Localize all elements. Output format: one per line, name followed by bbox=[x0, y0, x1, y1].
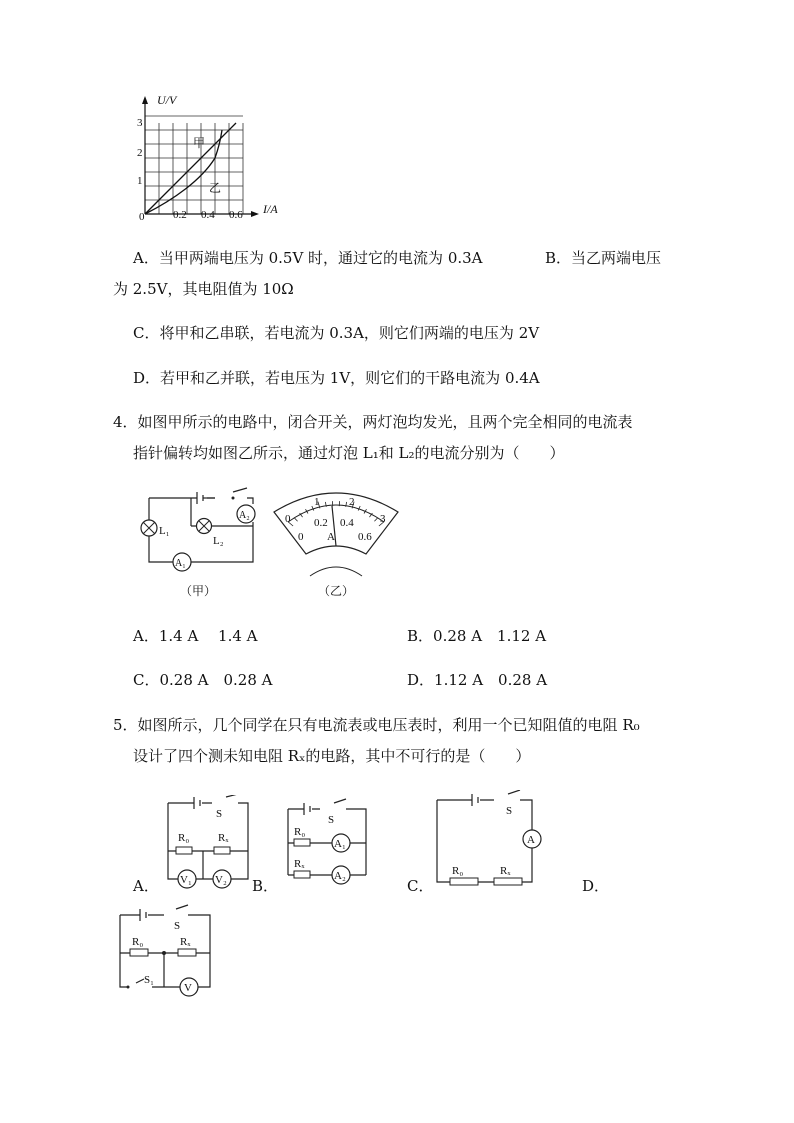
q3-option-d: D．若甲和乙并联，若电压为 1V，则它们的干路电流为 0.4A bbox=[133, 369, 540, 387]
q5-circuit-c bbox=[432, 790, 547, 890]
label-a: A bbox=[527, 834, 535, 846]
curve-label-jia: 甲 bbox=[193, 136, 206, 150]
label-l1: L₁ bbox=[159, 525, 170, 537]
q3-option-a: A．当甲两端电压为 0.5V 时，通过它的电流为 0.3A bbox=[133, 249, 483, 267]
q4-stem-line2: 指针偏转均如图乙所示，通过灯泡 L₁和 L₂的电流分别为（ ） bbox=[133, 444, 565, 462]
q4-option-c: C．0.28 A 0.28 A bbox=[133, 671, 273, 689]
y-tick-label: 2 bbox=[137, 147, 143, 159]
label-rx: Rₓ bbox=[294, 858, 305, 870]
x-tick-label: 0.6 bbox=[229, 209, 243, 221]
q5-option-a: A． bbox=[133, 877, 159, 895]
q5-option-d: D． bbox=[582, 877, 610, 895]
label-r0: R₀ bbox=[452, 865, 464, 877]
dial-top-tick: 3 bbox=[380, 513, 386, 525]
junction-dot bbox=[162, 951, 166, 955]
q4-option-a: A．1.4 A 1.4 A bbox=[133, 627, 258, 645]
q5-option-c: C． bbox=[407, 877, 434, 895]
label-s: S bbox=[506, 805, 513, 817]
dial-top-tick: 0 bbox=[285, 513, 291, 525]
dial-bottom-tick: 0.6 bbox=[358, 531, 372, 543]
label-a2: A₂ bbox=[239, 510, 250, 521]
resistor-r0 bbox=[450, 878, 478, 885]
label-r0: R₀ bbox=[132, 936, 144, 948]
label-v: V bbox=[184, 982, 192, 994]
y-tick-label: 3 bbox=[137, 117, 143, 129]
caption-yi: （乙） bbox=[318, 584, 355, 598]
q5-stem-line2: 设计了四个测未知电阻 Rₓ的电路，其中不可行的是（ ） bbox=[133, 747, 531, 765]
origin-label: 0 bbox=[139, 211, 145, 223]
resistor-rx bbox=[494, 878, 522, 885]
label-a2: A₂ bbox=[334, 870, 346, 882]
label-v2: V₂ bbox=[215, 874, 227, 886]
dial-bottom-tick: 0.2 bbox=[314, 517, 328, 529]
resistor-rx bbox=[294, 871, 310, 878]
x-axis-label: I/A bbox=[263, 202, 278, 216]
q5-circuit-a bbox=[160, 795, 255, 890]
q5-stem-line1: 5．如图所示，几个同学在只有电流表或电压表时，利用一个已知阻值的电阻 R₀ bbox=[113, 716, 640, 734]
q3-option-b-line1: B．当乙两端电压 bbox=[545, 249, 662, 267]
dial-bottom-tick: 0 bbox=[298, 531, 304, 543]
y-tick-label: 1 bbox=[137, 175, 143, 187]
dial-bottom-tick: 0.4 bbox=[340, 517, 354, 529]
dial-unit: A bbox=[327, 531, 335, 543]
label-s: S bbox=[174, 920, 181, 932]
dial-top-tick: 1 bbox=[314, 496, 320, 508]
label-a1: A₁ bbox=[175, 558, 186, 569]
u-i-graph bbox=[135, 92, 285, 224]
q4-circuit-jia bbox=[135, 486, 265, 576]
dial-top-tick: 2 bbox=[349, 496, 355, 508]
q4-ammeter-dial bbox=[270, 484, 402, 578]
label-r0: R₀ bbox=[294, 826, 306, 838]
y-axis-label: U/V bbox=[157, 93, 177, 107]
q5-option-b: B． bbox=[252, 877, 279, 895]
switch-pivot bbox=[232, 497, 235, 500]
label-s: S bbox=[216, 808, 223, 820]
label-l2: L₂ bbox=[213, 535, 224, 547]
curve-label-yi: 乙 bbox=[209, 181, 222, 195]
resistor-r0 bbox=[130, 949, 148, 956]
label-v1: V₁ bbox=[180, 874, 192, 886]
x-tick-label: 0.4 bbox=[201, 209, 215, 221]
label-a1: A₁ bbox=[334, 838, 346, 850]
switch-s1-pivot bbox=[127, 986, 130, 989]
q4-option-b: B．0.28 A 1.12 A bbox=[407, 627, 547, 645]
q3-option-b-line2: 为 2.5V，其电阻值为 10Ω bbox=[113, 280, 294, 298]
y-axis-arrow bbox=[142, 96, 148, 104]
label-rx: Rₓ bbox=[180, 936, 191, 948]
caption-jia: （甲） bbox=[180, 584, 217, 598]
resistor-r0 bbox=[176, 847, 192, 854]
label-rx: Rₓ bbox=[218, 832, 229, 844]
resistor-rx bbox=[214, 847, 230, 854]
q4-option-d: D．1.12 A 0.28 A bbox=[407, 671, 548, 689]
q4-stem-line1: 4．如图甲所示的电路中，闭合开关，两灯泡均发光，且两个完全相同的电流表 bbox=[113, 413, 633, 431]
x-axis-arrow bbox=[251, 211, 259, 217]
label-s: S bbox=[328, 814, 335, 826]
label-r0: R₀ bbox=[178, 832, 190, 844]
x-tick-label: 0.2 bbox=[173, 209, 187, 221]
label-rx: Rₓ bbox=[500, 865, 511, 877]
q5-circuit-d bbox=[112, 903, 222, 1001]
resistor-r0 bbox=[294, 839, 310, 846]
q3-option-c: C．将甲和乙串联，若电流为 0.3A，则它们两端的电压为 2V bbox=[133, 324, 540, 342]
q5-circuit-b bbox=[282, 795, 372, 887]
resistor-rx bbox=[178, 949, 196, 956]
label-s1: S₁ bbox=[144, 974, 154, 986]
